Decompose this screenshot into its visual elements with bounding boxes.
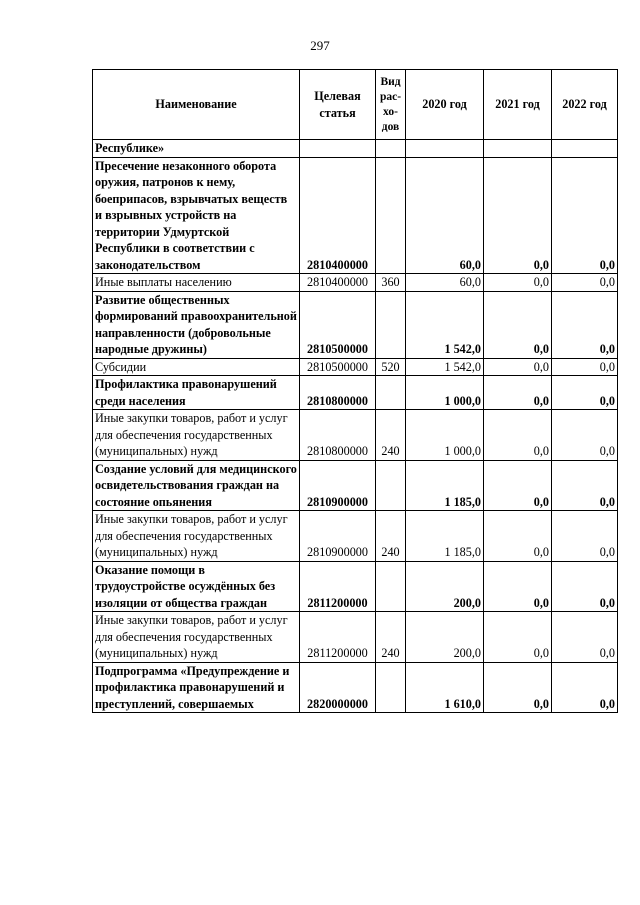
row-2022-cell: 0,0 (552, 662, 618, 713)
row-expense-type-cell (376, 157, 406, 274)
row-target-article-cell: 2811200000 (300, 561, 376, 612)
table-row (93, 410, 618, 461)
row-name-cell: Республике» (93, 140, 300, 158)
row-2022-cell: 0,0 (552, 460, 618, 511)
row-target-article-cell: 2810900000 (300, 460, 376, 511)
table-row (93, 157, 618, 274)
row-expense-type-cell (376, 140, 406, 158)
row-expense-type-cell (376, 291, 406, 358)
table-row (93, 511, 618, 562)
row-expense-type-cell: 520 (376, 358, 406, 376)
row-target-article-cell: 2810900000 (300, 511, 376, 562)
row-expense-type-cell: 240 (376, 410, 406, 461)
row-2021-cell: 0,0 (484, 274, 552, 292)
row-target-article-cell: 2820000000 (300, 662, 376, 713)
header-expense-type: Вид рас- хо- дов (376, 70, 406, 140)
row-2020-cell: 1 000,0 (406, 410, 484, 461)
row-2021-cell: 0,0 (484, 410, 552, 461)
row-2022-cell: 0,0 (552, 291, 618, 358)
row-expense-type-cell: 240 (376, 612, 406, 663)
row-expense-type-cell: 240 (376, 511, 406, 562)
header-2021: 2021 год (484, 70, 552, 140)
row-2020-cell: 1 185,0 (406, 460, 484, 511)
row-name-cell: Подпрограмма «Предупреждение и профилактика правонарушений и преступлений, совершаемых (93, 662, 300, 713)
row-name-cell: Иные закупки товаров, работ и услуг для обеспечения государственных (муниципальных) нужд (93, 612, 300, 663)
row-name-cell: Субсидии (93, 358, 300, 376)
table-row (93, 274, 618, 292)
row-expense-type-cell (376, 662, 406, 713)
row-2021-cell: 0,0 (484, 157, 552, 274)
row-target-article-cell: 2811200000 (300, 612, 376, 663)
table-row (93, 662, 618, 713)
row-target-article-cell: 2810500000 (300, 358, 376, 376)
row-2022-cell: 0,0 (552, 274, 618, 292)
header-2022: 2022 год (552, 70, 618, 140)
row-name-cell: Оказание помощи в трудоустройстве осуждённых без изоляции от общества граждан (93, 561, 300, 612)
row-2022-cell: 0,0 (552, 612, 618, 663)
row-2020-cell (406, 140, 484, 158)
table-row (93, 291, 618, 358)
row-2022-cell: 0,0 (552, 157, 618, 274)
row-2022-cell: 0,0 (552, 511, 618, 562)
row-target-article-cell: 2810800000 (300, 376, 376, 410)
row-expense-type-cell (376, 460, 406, 511)
table-row (93, 140, 618, 158)
row-target-article-cell (300, 140, 376, 158)
row-expense-type-cell: 360 (376, 274, 406, 292)
row-2021-cell: 0,0 (484, 511, 552, 562)
table-body (93, 140, 618, 713)
row-name-cell: Иные закупки товаров, работ и услуг для обеспечения государственных (муниципальных) нужд (93, 511, 300, 562)
row-2021-cell: 0,0 (484, 358, 552, 376)
row-2021-cell: 0,0 (484, 376, 552, 410)
row-2020-cell: 200,0 (406, 561, 484, 612)
row-2020-cell: 1 542,0 (406, 358, 484, 376)
row-2020-cell: 60,0 (406, 157, 484, 274)
header-name: Наименование (93, 70, 300, 140)
row-expense-type-cell (376, 376, 406, 410)
row-2022-cell: 0,0 (552, 358, 618, 376)
row-2022-cell: 0,0 (552, 410, 618, 461)
row-target-article-cell: 2810400000 (300, 157, 376, 274)
row-name-cell: Профилактика правонарушений среди населения (93, 376, 300, 410)
budget-table (92, 69, 618, 713)
row-name-cell: Пресечение незаконного оборота оружия, патронов к нему, боеприпасов, взрывчатых веществ и взрывных устройств на территории Удмуртской Республики в соответствии с законодательством (93, 157, 300, 274)
row-2021-cell (484, 140, 552, 158)
row-target-article-cell: 2810800000 (300, 410, 376, 461)
row-2020-cell: 1 000,0 (406, 376, 484, 410)
table-row (93, 612, 618, 663)
page-number: 297 (310, 38, 330, 53)
row-2021-cell: 0,0 (484, 561, 552, 612)
header-2020: 2020 год (406, 70, 484, 140)
row-2021-cell: 0,0 (484, 460, 552, 511)
table-row (93, 358, 618, 376)
row-target-article-cell: 2810500000 (300, 291, 376, 358)
header-target-article: Целевая статья (300, 70, 376, 140)
table-header-row (93, 70, 618, 140)
row-2020-cell: 200,0 (406, 612, 484, 663)
row-2020-cell: 1 185,0 (406, 511, 484, 562)
row-2022-cell: 0,0 (552, 376, 618, 410)
row-2021-cell: 0,0 (484, 612, 552, 663)
row-name-cell: Создание условий для медицинского освидетельствования граждан на состояние опьянения (93, 460, 300, 511)
row-name-cell: Иные выплаты населению (93, 274, 300, 292)
row-2022-cell: 0,0 (552, 561, 618, 612)
row-2021-cell: 0,0 (484, 291, 552, 358)
row-name-cell: Иные закупки товаров, работ и услуг для обеспечения государственных (муниципальных) нужд (93, 410, 300, 461)
row-2020-cell: 60,0 (406, 274, 484, 292)
row-name-cell: Развитие общественных формирований правоохранительной направленности (добровольные народные дружины) (93, 291, 300, 358)
table-row (93, 460, 618, 511)
table-row (93, 376, 618, 410)
row-target-article-cell: 2810400000 (300, 274, 376, 292)
table-row (93, 561, 618, 612)
row-2020-cell: 1 610,0 (406, 662, 484, 713)
row-2021-cell: 0,0 (484, 662, 552, 713)
row-expense-type-cell (376, 561, 406, 612)
row-2020-cell: 1 542,0 (406, 291, 484, 358)
row-2022-cell (552, 140, 618, 158)
